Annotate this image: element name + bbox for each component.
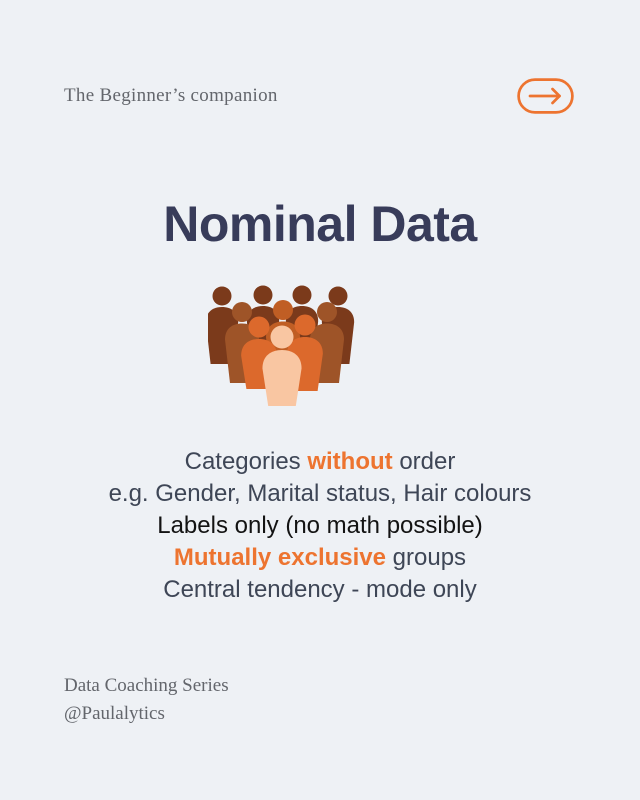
crowd-icon-wrapper bbox=[208, 280, 398, 410]
key-points bbox=[109, 446, 532, 606]
arrow-right-icon bbox=[517, 78, 574, 114]
bullet-text: Central tendency - mode only bbox=[163, 576, 477, 603]
bullet-text: e.g. Gender, Marital status, Hair colours bbox=[108, 480, 532, 507]
tagline-text: The Beginner’s companion bbox=[64, 85, 278, 106]
bullet-line bbox=[109, 510, 532, 542]
bullet-text: order bbox=[392, 448, 456, 475]
bullet-line bbox=[109, 478, 532, 510]
bullet-line bbox=[109, 542, 532, 574]
crowd-icon bbox=[208, 280, 398, 410]
bullet-text: groups bbox=[386, 544, 467, 571]
author-handle: @Paulalytics bbox=[64, 703, 165, 724]
footer bbox=[0, 672, 640, 728]
bullet-highlight: without bbox=[307, 448, 393, 475]
bullet-line bbox=[109, 446, 532, 478]
series-label: Data Coaching Series bbox=[64, 675, 229, 696]
header bbox=[0, 0, 640, 114]
page-title: Nominal Data bbox=[163, 196, 477, 252]
bullet-text: Labels only (no math possible) bbox=[157, 512, 483, 539]
bullet-text: Categories bbox=[184, 448, 308, 475]
bullet-highlight: Mutually exclusive bbox=[173, 544, 386, 571]
next-arrow-button[interactable] bbox=[517, 78, 574, 114]
bullet-line bbox=[109, 574, 532, 606]
